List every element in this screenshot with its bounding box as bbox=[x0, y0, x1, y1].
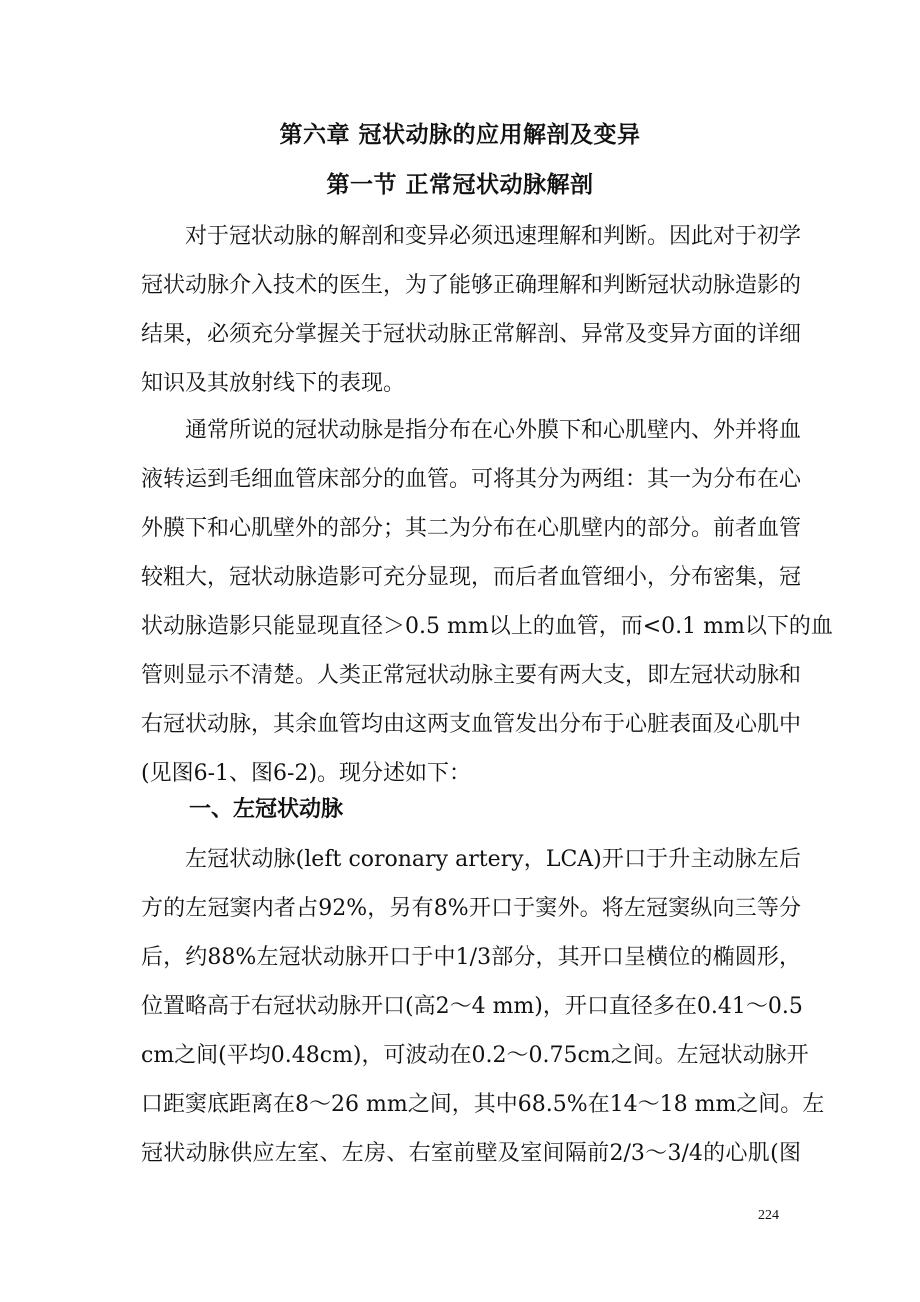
section-title: 第一节 正常冠状动脉解剖 bbox=[326, 172, 594, 198]
paragraph-line: 知识及其放射线下的表现。 bbox=[141, 371, 406, 396]
paragraph-line: 结果，必须充分掌握关于冠状动脉正常解剖、异常及变异方面的详细 bbox=[141, 322, 802, 347]
paragraph-line: 外膜下和心肌壁外的部分；其二为分布在心肌壁内的部分。前者血管 bbox=[141, 516, 802, 541]
paragraph-line: 右冠状动脉，其余血管均由这两支血管发出分布于心脏表面及心肌中 bbox=[141, 712, 802, 737]
paragraph-line: 较粗大，冠状动脉造影可充分显现，而后者血管细小，分布密集，冠 bbox=[141, 565, 802, 590]
paragraph-line: 后，约88%左冠状动脉开口于中1/3部分，其开口呈横位的椭圆形， bbox=[141, 945, 801, 970]
paragraph-line: cm之间(平均0.48cm)，可波动在0.2～0.75cm之间。左冠状动脉开 bbox=[141, 1043, 809, 1068]
subheading-left-coronary: 一、左冠状动脉 bbox=[189, 797, 344, 822]
paragraph-line: 冠状动脉供应左室、左房、右室前壁及室间隔前2/3～3/4的心肌(图 bbox=[141, 1141, 801, 1166]
paragraph-line: 管则显示不清楚。人类正常冠状动脉主要有两大支，即左冠状动脉和 bbox=[141, 663, 802, 688]
paragraph-line: 状动脉造影只能显现直径＞0.5 mm以上的血管，而<0.1 mm以下的血 bbox=[141, 614, 833, 639]
paragraph-line: 口距窦底距离在8～26 mm之间，其中68.5%在14～18 mm之间。左 bbox=[141, 1092, 825, 1117]
paragraph-line: (见图6-1、图6-2)。现分述如下： bbox=[141, 761, 472, 786]
paragraph-intro bbox=[141, 212, 801, 408]
paragraph-line: 左冠状动脉(left coronary artery，LCA)开口于升主动脉左后 bbox=[185, 847, 801, 872]
paragraph-line: 对于冠状动脉的解剖和变异必须迅速理解和判断。因此对于初学 bbox=[185, 224, 802, 249]
paragraph-line: 位置略高于右冠状动脉开口(高2～4 mm)，开口直径多在0.41～0.5 bbox=[141, 994, 803, 1019]
paragraph-line: 通常所说的冠状动脉是指分布在心外膜下和心肌壁内、外并将血 bbox=[185, 418, 802, 443]
paragraph-line: 冠状动脉介入技术的医生，为了能够正确理解和判断冠状动脉造影的 bbox=[141, 273, 802, 298]
paragraph-definition bbox=[141, 406, 833, 798]
paragraph-line: 液转运到毛细血管床部分的血管。可将其分为两组：其一为分布在心 bbox=[141, 467, 802, 492]
paragraph-line: 方的左冠窦内者占92%，另有8%开口于窦外。将左冠窦纵向三等分 bbox=[141, 896, 801, 921]
page-number: 224 bbox=[758, 1208, 779, 1223]
chapter-title: 第六章 冠状动脉的应用解剖及变异 bbox=[279, 122, 641, 148]
paragraph-lca bbox=[141, 835, 825, 1178]
